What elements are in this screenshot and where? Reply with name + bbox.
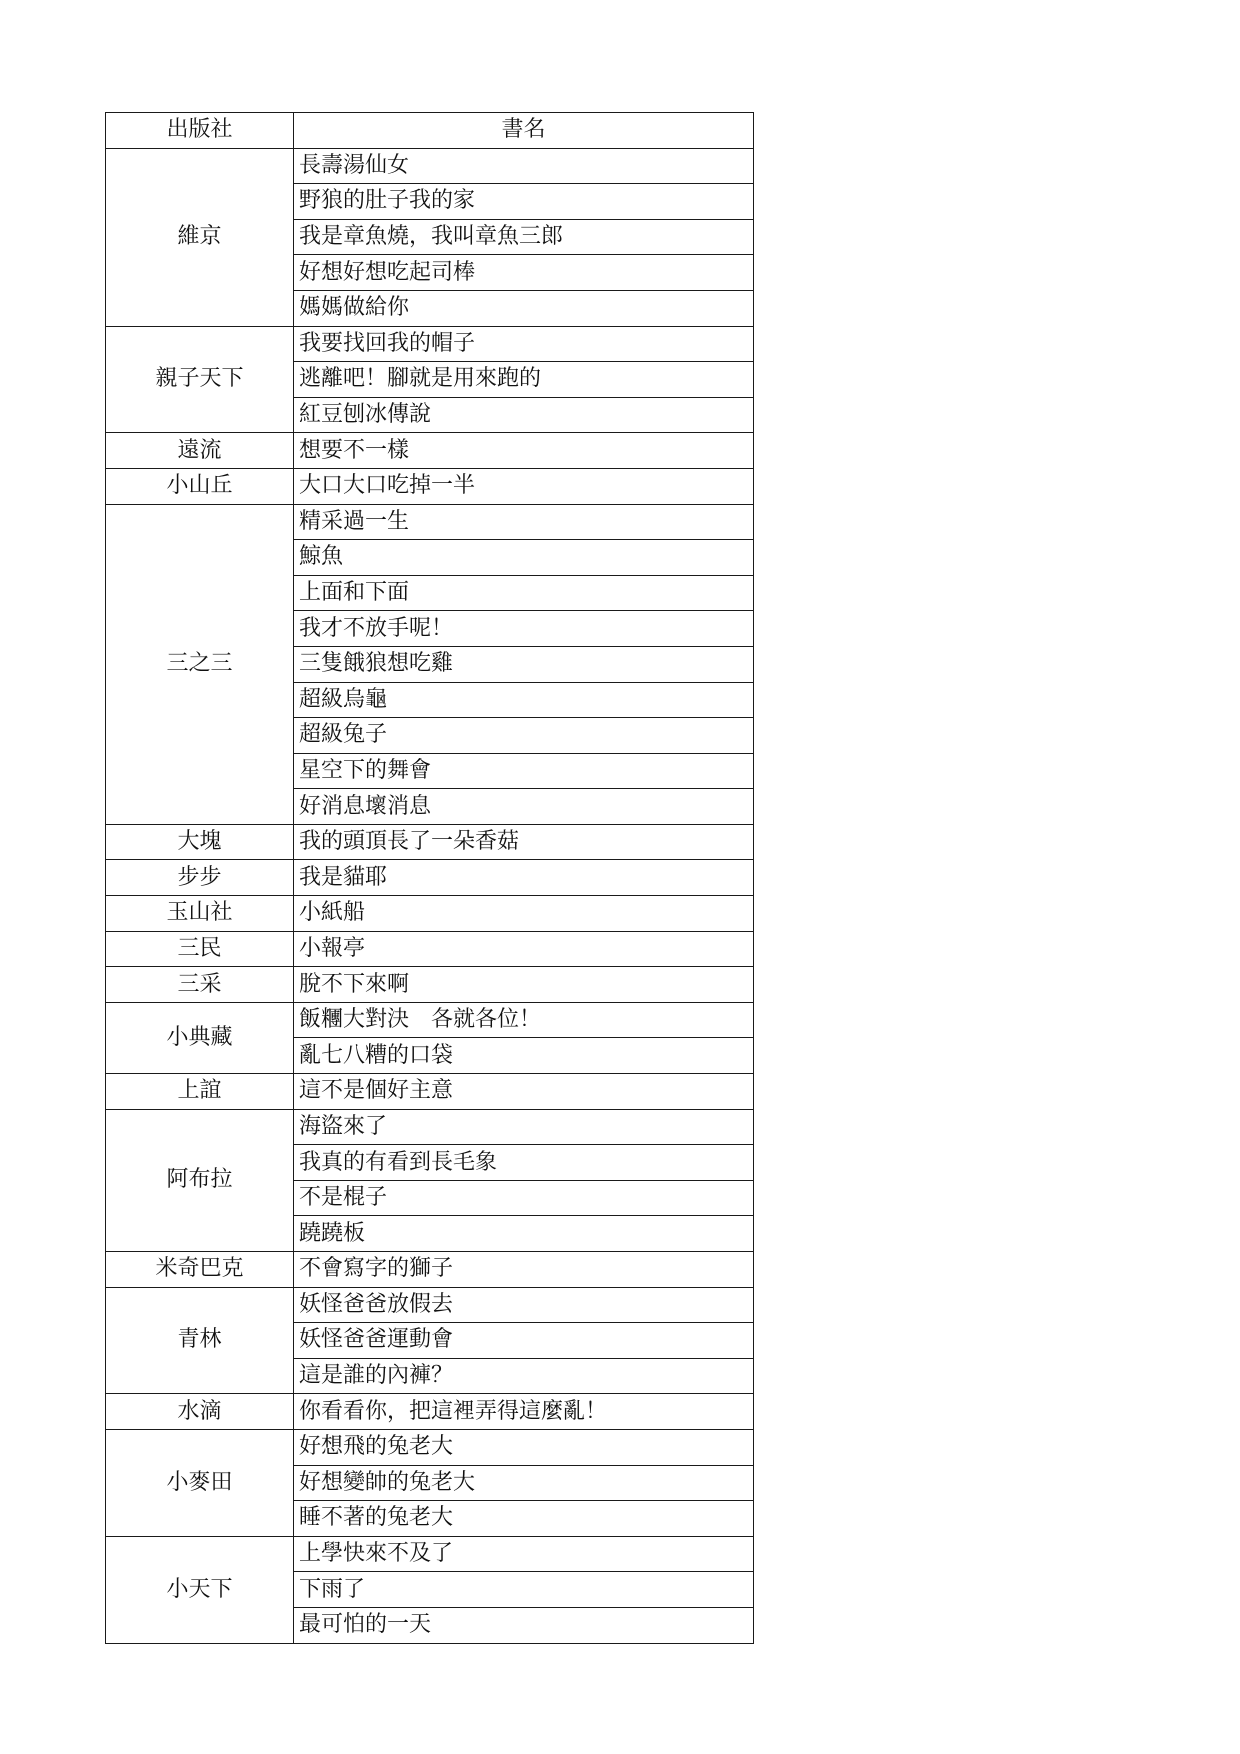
book-title-cell: 不是棍子 xyxy=(294,1180,754,1216)
book-title-cell: 我才不放手呢！ xyxy=(294,611,754,647)
publisher-cell: 遠流 xyxy=(106,433,294,469)
table-row xyxy=(106,326,754,362)
book-title-cell: 長壽湯仙女 xyxy=(294,148,754,184)
book-title-cell: 鯨魚 xyxy=(294,540,754,576)
table-row xyxy=(106,468,754,504)
book-list-table xyxy=(105,112,754,1644)
table-row xyxy=(106,824,754,860)
book-title-cell: 我是章魚燒，我叫章魚三郎 xyxy=(294,219,754,255)
table-row xyxy=(106,1536,754,1572)
publisher-cell: 青林 xyxy=(106,1287,294,1394)
publisher-cell: 玉山社 xyxy=(106,896,294,932)
table-row xyxy=(106,1109,754,1145)
header-row xyxy=(106,113,754,149)
table-row xyxy=(106,931,754,967)
table-row xyxy=(106,1394,754,1430)
book-title-cell: 這不是個好主意 xyxy=(294,1074,754,1110)
book-title-cell: 妖怪爸爸放假去 xyxy=(294,1287,754,1323)
publisher-cell: 上誼 xyxy=(106,1074,294,1110)
table-row xyxy=(106,1074,754,1110)
table-row xyxy=(106,967,754,1003)
table-row xyxy=(106,1002,754,1038)
table-row xyxy=(106,860,754,896)
book-title-cell: 這是誰的內褲？ xyxy=(294,1358,754,1394)
book-title-cell: 好消息壞消息 xyxy=(294,789,754,825)
book-title-cell: 脫不下來啊 xyxy=(294,967,754,1003)
header-publisher: 出版社 xyxy=(106,113,294,149)
book-title-cell: 下雨了 xyxy=(294,1572,754,1608)
book-title-cell: 妖怪爸爸運動會 xyxy=(294,1323,754,1359)
book-title-cell: 好想好想吃起司棒 xyxy=(294,255,754,291)
book-title-cell: 好想變帥的兔老大 xyxy=(294,1465,754,1501)
publisher-cell: 三民 xyxy=(106,931,294,967)
table-row xyxy=(106,896,754,932)
table-body xyxy=(106,148,754,1643)
publisher-cell: 親子天下 xyxy=(106,326,294,433)
book-title-cell: 好想飛的兔老大 xyxy=(294,1429,754,1465)
book-title-cell: 上面和下面 xyxy=(294,575,754,611)
table-row xyxy=(106,504,754,540)
publisher-cell: 小麥田 xyxy=(106,1429,294,1536)
header-title: 書名 xyxy=(294,113,754,149)
book-title-cell: 星空下的舞會 xyxy=(294,753,754,789)
publisher-cell: 維京 xyxy=(106,148,294,326)
book-title-cell: 我的頭頂長了一朵香菇 xyxy=(294,824,754,860)
book-title-cell: 三隻餓狼想吃雞 xyxy=(294,646,754,682)
book-title-cell: 你看看你，把這裡弄得這麼亂！ xyxy=(294,1394,754,1430)
book-title-cell: 飯糰大對決 各就各位！ xyxy=(294,1002,754,1038)
book-title-cell: 小紙船 xyxy=(294,896,754,932)
table-row xyxy=(106,148,754,184)
table-row xyxy=(106,1252,754,1288)
book-title-cell: 野狼的肚子我的家 xyxy=(294,184,754,220)
book-title-cell: 媽媽做給你 xyxy=(294,290,754,326)
book-title-cell: 上學快來不及了 xyxy=(294,1536,754,1572)
book-title-cell: 不會寫字的獅子 xyxy=(294,1252,754,1288)
publisher-cell: 步步 xyxy=(106,860,294,896)
publisher-cell: 小天下 xyxy=(106,1536,294,1643)
book-title-cell: 想要不一樣 xyxy=(294,433,754,469)
book-title-cell: 我是貓耶 xyxy=(294,860,754,896)
table-row xyxy=(106,433,754,469)
book-title-cell: 睡不著的兔老大 xyxy=(294,1501,754,1537)
table-row xyxy=(106,1287,754,1323)
book-title-cell: 大口大口吃掉一半 xyxy=(294,468,754,504)
publisher-cell: 大塊 xyxy=(106,824,294,860)
book-title-cell: 蹺蹺板 xyxy=(294,1216,754,1252)
book-title-cell: 我真的有看到長毛象 xyxy=(294,1145,754,1181)
publisher-cell: 三采 xyxy=(106,967,294,1003)
publisher-cell: 阿布拉 xyxy=(106,1109,294,1251)
publisher-cell: 三之三 xyxy=(106,504,294,824)
book-title-cell: 最可怕的一天 xyxy=(294,1607,754,1643)
book-title-cell: 小報亭 xyxy=(294,931,754,967)
publisher-cell: 米奇巴克 xyxy=(106,1252,294,1288)
book-title-cell: 超級兔子 xyxy=(294,718,754,754)
book-title-cell: 紅豆刨冰傳說 xyxy=(294,397,754,433)
book-title-cell: 海盜來了 xyxy=(294,1109,754,1145)
publisher-cell: 水滴 xyxy=(106,1394,294,1430)
book-title-cell: 亂七八糟的口袋 xyxy=(294,1038,754,1074)
book-title-cell: 我要找回我的帽子 xyxy=(294,326,754,362)
book-title-cell: 精采過一生 xyxy=(294,504,754,540)
book-title-cell: 超級烏龜 xyxy=(294,682,754,718)
publisher-cell: 小山丘 xyxy=(106,468,294,504)
book-title-cell: 逃離吧！腳就是用來跑的 xyxy=(294,362,754,398)
table-row xyxy=(106,1429,754,1465)
publisher-cell: 小典藏 xyxy=(106,1002,294,1073)
